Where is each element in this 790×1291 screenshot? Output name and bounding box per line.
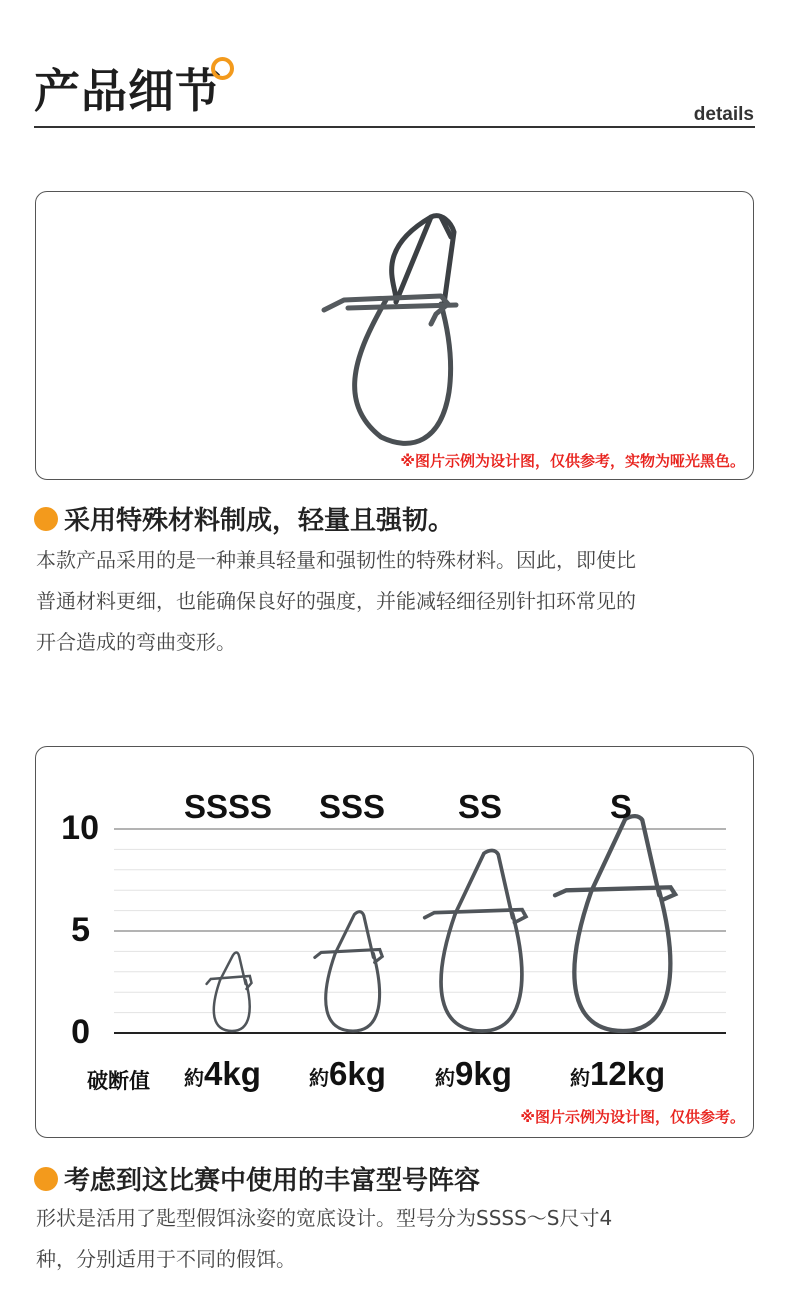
page-title: 产品细节 <box>34 64 222 118</box>
paragraph-line: 普通材料更细，也能确保良好的强度，并能减轻细径别针扣环常见的 <box>36 589 636 613</box>
size-label-sss: SSS <box>318 788 386 825</box>
size-label-ss: SS <box>457 788 503 825</box>
y-tick-10: 10 <box>61 809 99 847</box>
feature-heading-sizes <box>34 1160 480 1197</box>
weight-s: 約12kg <box>570 1055 666 1092</box>
product-image-box <box>35 191 754 480</box>
size-label-ssss: SSSS <box>183 788 273 825</box>
chart-disclaimer: ※图片示例为设计图，仅供参考。 <box>520 1108 745 1126</box>
paragraph-line: 开合造成的弯曲变形。 <box>36 630 236 654</box>
feature-paragraph-material <box>36 540 756 663</box>
snap-mark-s <box>555 816 675 1031</box>
snap-mark-ss <box>425 851 526 1031</box>
paragraph-line: 种，分别适用于不同的假饵。 <box>36 1247 296 1271</box>
page-subtitle: details <box>693 104 754 125</box>
size-chart-box <box>35 746 754 1138</box>
header-divider <box>34 126 755 128</box>
paragraph-line: 本款产品采用的是一种兼具轻量和强韧性的特殊材料。因此，即使比 <box>36 548 636 572</box>
weight-ssss: 約4kg <box>184 1055 261 1092</box>
feature-heading-material <box>34 500 454 537</box>
feature-heading-text: 采用特殊材料制成，轻量且强韧。 <box>64 506 455 536</box>
y-tick-5: 5 <box>71 911 90 949</box>
y-tick-0: 0 <box>71 1013 90 1051</box>
breaking-load-label: 破断值 <box>87 1069 150 1093</box>
paragraph-line: 形状是活用了匙型假饵泳姿的宽底设计。型号分为SSSS～S尺寸4 <box>36 1206 613 1230</box>
feature-paragraph-sizes <box>36 1198 756 1280</box>
bullet-dot-icon <box>34 507 58 531</box>
accent-circle-icon <box>211 57 234 80</box>
snap-icon <box>36 192 755 481</box>
bullet-dot-icon <box>34 1167 58 1191</box>
weight-ss: 約9kg <box>435 1055 512 1092</box>
weight-sss: 約6kg <box>309 1055 386 1092</box>
feature-heading-text: 考虑到这比赛中使用的丰富型号阵容 <box>64 1166 481 1196</box>
size-label-s: S <box>609 788 632 825</box>
image-disclaimer: ※图片示例为设计图，仅供参考，实物为哑光黑色。 <box>400 452 745 470</box>
